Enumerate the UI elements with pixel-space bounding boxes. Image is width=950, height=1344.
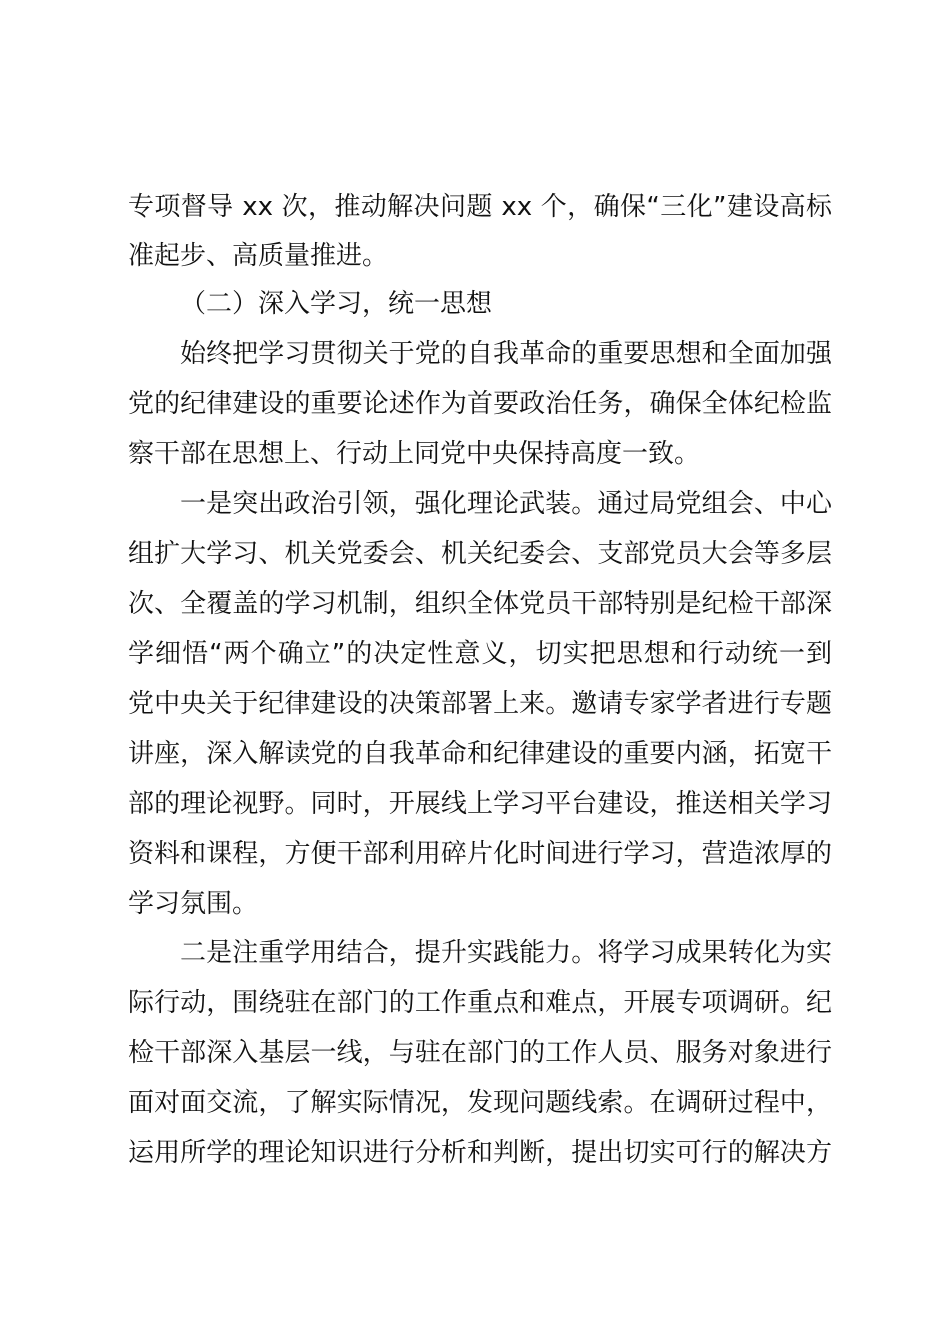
body-text-line: 组扩大学习、机关党委会、机关纪委会、支部党员大会等多层	[128, 539, 832, 569]
body-text-line: 次、全覆盖的学习机制，组织全体党员干部特别是纪检干部深	[128, 589, 832, 619]
body-text-line: 专项督导 xx 次，推动解决问题 xx 个，确保“三化”建设高标	[128, 192, 832, 222]
body-text-line: 运用所学的理论知识进行分析和判断，提出切实可行的解决方	[128, 1138, 832, 1168]
body-text-line: 讲座，深入解读党的自我革命和纪律建设的重要内涵，拓宽干	[128, 739, 832, 769]
body-text-line: 资料和课程，方便干部利用碎片化时间进行学习，营造浓厚的	[128, 839, 832, 869]
body-text-line: 学细悟“两个确立”的决定性意义，切实把思想和行动统一到	[128, 639, 832, 669]
body-text-line: 部的理论视野。同时，开展线上学习平台建设，推送相关学习	[128, 789, 832, 819]
body-text-line: 党的纪律建设的重要论述作为首要政治任务，确保全体纪检监	[128, 389, 832, 419]
body-text-line: 党中央关于纪律建设的决策部署上来。邀请专家学者进行专题	[128, 689, 832, 719]
body-text-line: 察干部在思想上、行动上同党中央保持高度一致。	[128, 439, 701, 469]
body-text-line: 一是突出政治引领，强化理论武装。通过局党组会、中心	[180, 489, 832, 519]
body-text-line: 面对面交流，了解实际情况，发现问题线索。在调研过程中，	[128, 1088, 832, 1118]
body-text-line: 始终把学习贯彻关于党的自我革命的重要思想和全面加强	[180, 339, 832, 369]
body-text-line: 二是注重学用结合，提升实践能力。将学习成果转化为实	[180, 938, 832, 968]
body-text-line: 检干部深入基层一线，与驻在部门的工作人员、服务对象进行	[128, 1038, 832, 1068]
body-text-line: 准起步、高质量推进。	[128, 241, 389, 271]
section-heading: （二）深入学习，统一思想	[180, 289, 493, 319]
body-text-line: 际行动，围绕驻在部门的工作重点和难点，开展专项调研。纪	[128, 988, 832, 1018]
body-text-line: 学习氛围。	[128, 889, 259, 919]
